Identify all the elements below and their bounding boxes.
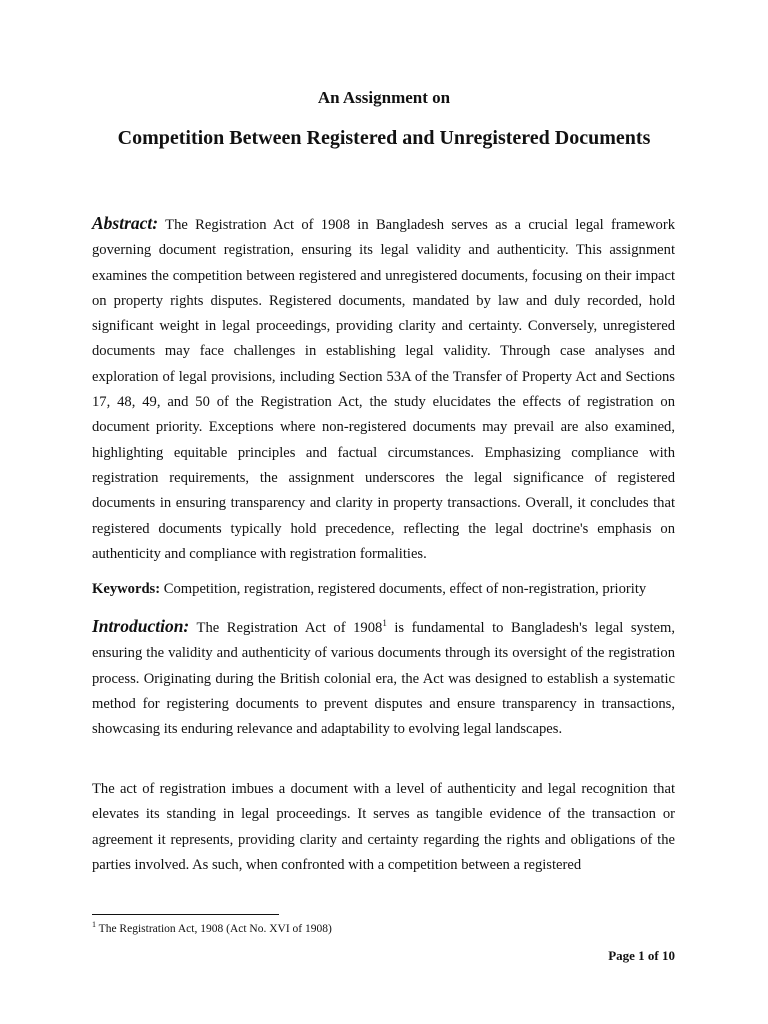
footnote-text: The Registration Act, 1908 (Act No. XVI of 1908)	[98, 923, 332, 935]
introduction-paragraph	[92, 614, 675, 742]
document-title: Competition Between Registered and Unregistered Documents	[117, 127, 651, 149]
introduction-text-rest: is fundamental to Bangladesh's legal system, ensuring the validity and authenticity of various documents through its oversight of the registration process. Originating during the British colonial era, the Act was designed to establish a systematic method for registering documents to prevent disputes and ensure transparency in transactions, showcasing its enduring relevance and adaptability to evolving legal landscapes.	[92, 620, 676, 738]
footnote-divider	[92, 914, 279, 915]
introduction-label: Introduction:	[92, 616, 190, 636]
footnote-reference[interactable]: 1	[382, 618, 387, 629]
abstract-text: The Registration Act of 1908 in Bangladesh serves as a crucial legal framework governing document registration, ensuring its legal validity and authenticity. This assignment examines the competition between registered and unregistered documents, focusing on their impact on property rights disputes. Registered documents, mandated by law and duly recorded, hold significant weight in legal proceedings, providing clarity and certainty. Conversely, unregistered documents may face challenges in establishing legal validity. Through case analyses and exploration of legal provisions, including Section 53A of the Transfer of Property Act and Sections 17, 48, 49, and 50 of the Registration Act, the study elucidates the effects of registration on document priority. Exceptions where non-registered documents may prevail are also examined, highlighting equitable principles and factual circumstances. Emphasizing compliance with registration requirements, the assignment underscores the legal significance of registered documents in ensuring transparency and clarity in property transactions. Overall, it concludes that registered documents typically hold precedence, reflecting the legal doctrine's emphasis on authenticity and compliance with registration formalities.	[92, 217, 675, 562]
footnote	[92, 922, 675, 936]
assignment-subtitle: An Assignment on	[317, 88, 451, 107]
keywords-text: Competition, registration, registered documents, effect of non-registration, priority	[163, 581, 647, 597]
abstract-paragraph	[92, 211, 675, 567]
body-paragraph: The act of registration imbues a document with a level of authenticity and legal recognition that elevates its standing in legal proceedings. It serves as tangible evidence of the transaction or agreement it represents, providing clarity and certainty regarding the rights and obligations of the parties involved. As such, when confronted with a competition between a registered	[92, 781, 675, 873]
introduction-text-start: The Registration Act of 1908	[196, 620, 383, 636]
footnote-number: 1	[92, 920, 96, 930]
page-number: Page 1 of 10	[608, 948, 675, 963]
keywords-paragraph	[92, 577, 675, 602]
keywords-label: Keywords:	[92, 581, 161, 597]
abstract-label: Abstract:	[92, 213, 159, 233]
